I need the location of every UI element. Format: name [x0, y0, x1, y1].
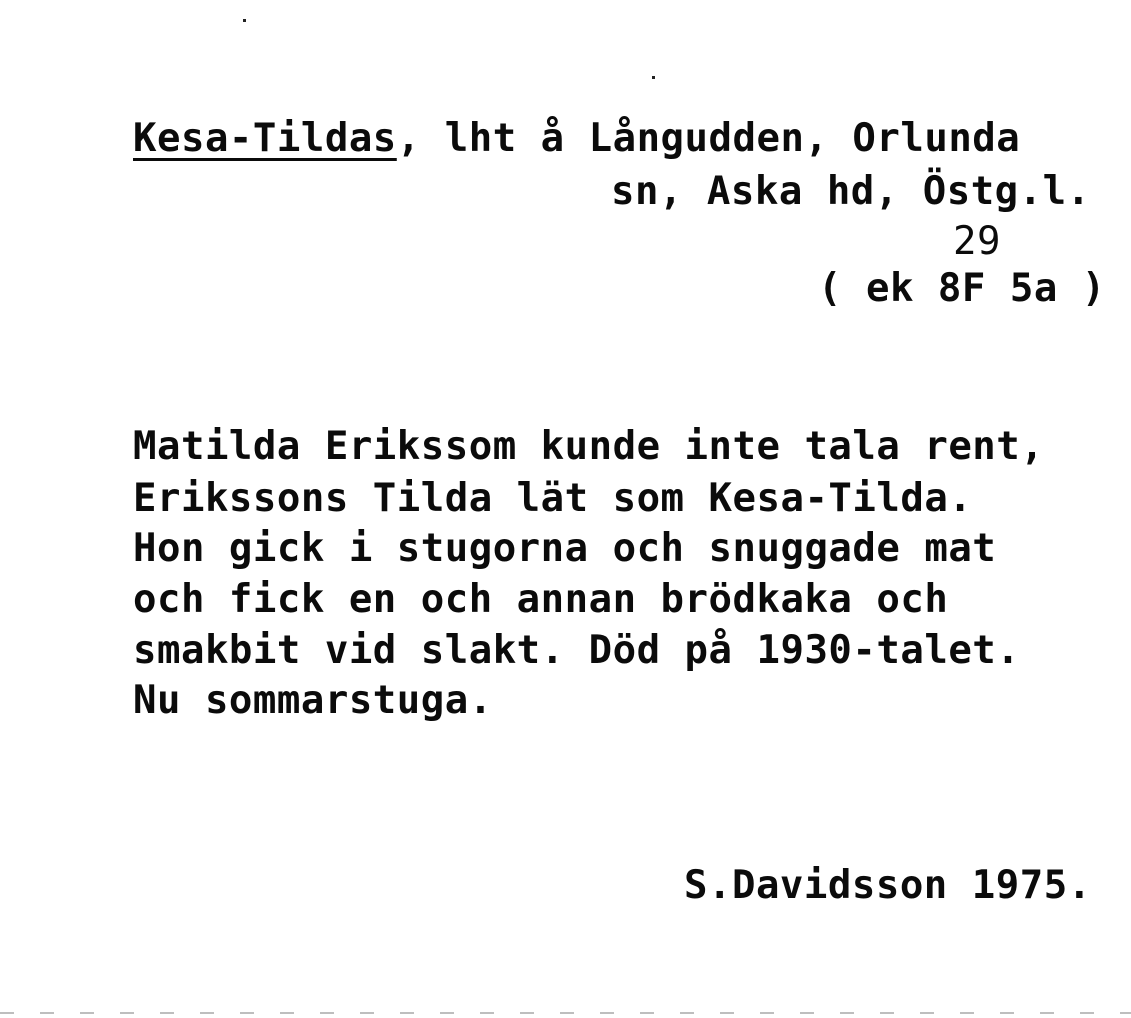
location-number: 29 [953, 219, 1001, 264]
paper-speck [243, 19, 246, 22]
paper-speck [652, 76, 655, 79]
body-line: Nu sommarstuga. [133, 678, 493, 723]
body-line: Matilda Erikssom kunde inte tala rent, [133, 424, 1045, 469]
body-line: och fick en och annan brödkaka och [133, 577, 949, 622]
signature: S.Davidsson 1975. [684, 863, 1092, 908]
body-line: smakbit vid slakt. Död på 1930-talet. [133, 628, 1021, 673]
header-line-1 [133, 116, 1021, 161]
card-bottom-edge [0, 1012, 1131, 1014]
location-line-1: , lht å Långudden, Orlunda [396, 116, 1021, 161]
body-line: Erikssons Tilda lät som Kesa-Tilda. [133, 476, 973, 521]
map-reference: ( ek 8F 5a ) [818, 266, 1106, 311]
body-line: Hon gick i stugorna och snuggade mat [133, 526, 997, 571]
location-line-2: sn, Aska hd, Östg.l. [611, 169, 1091, 214]
card-title: Kesa-Tildas [133, 116, 397, 161]
